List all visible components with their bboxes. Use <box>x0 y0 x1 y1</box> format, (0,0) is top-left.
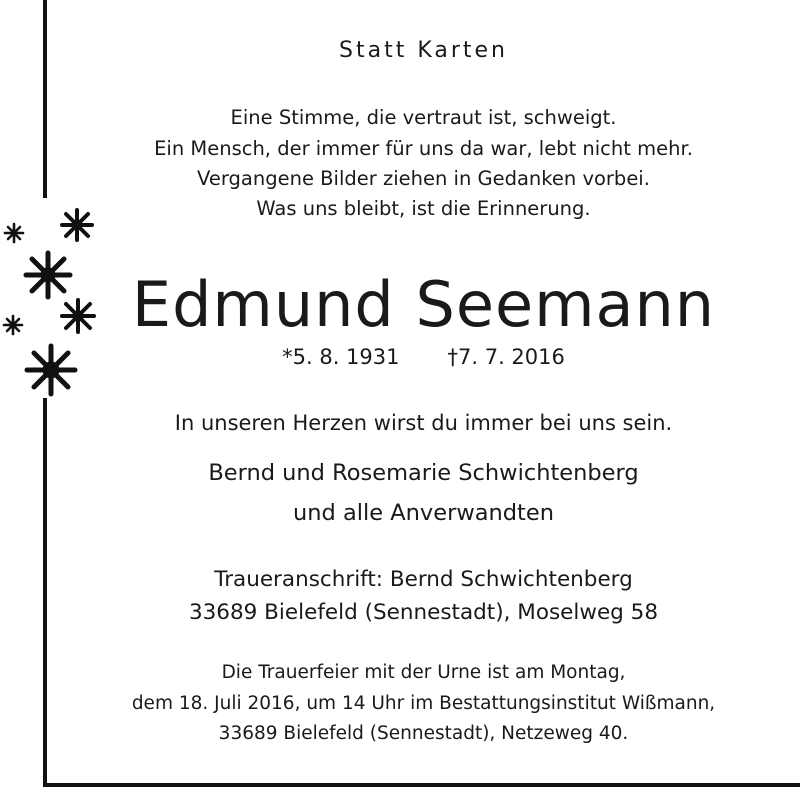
poem-line: Eine Stimme, die vertraut ist, schweigt. <box>230 106 617 129</box>
ceremony-line: Die Trauerfeier mit der Urne ist am Montag, <box>221 662 626 683</box>
family-line: und alle Anverwandten <box>293 500 554 526</box>
address-line: 33689 Bielefeld (Sennestadt), Moselweg 58 <box>188 600 659 625</box>
heading: Statt Karten <box>339 38 508 63</box>
ceremony-line: 33689 Bielefeld (Sennestadt), Netzeweg 40. <box>218 723 629 744</box>
life-dates <box>47 345 800 369</box>
deceased-name: Edmund Seemann <box>131 268 716 341</box>
star-icon <box>4 316 22 334</box>
motto: In unseren Herzen wirst du immer bei uns sein. <box>174 411 673 435</box>
family-line: Bernd und Rosemarie Schwichtenberg <box>208 460 639 486</box>
address-line: Traueranschrift: Bernd Schwichtenberg <box>214 567 633 592</box>
poem-line: Was uns bleibt, ist die Erinnerung. <box>256 197 591 220</box>
poem-line: Vergangene Bilder ziehen in Gedanken vorbei. <box>197 167 650 190</box>
birth-date: *5. 8. 1931 <box>282 345 400 369</box>
death-date: †7. 7. 2016 <box>447 345 565 369</box>
poem-line: Ein Mensch, der immer für uns da war, lebt nicht mehr. <box>154 137 693 160</box>
ceremony-line: dem 18. Juli 2016, um 14 Uhr im Bestattungsinstitut Wißmann, <box>131 693 716 714</box>
star-icon <box>5 224 23 242</box>
